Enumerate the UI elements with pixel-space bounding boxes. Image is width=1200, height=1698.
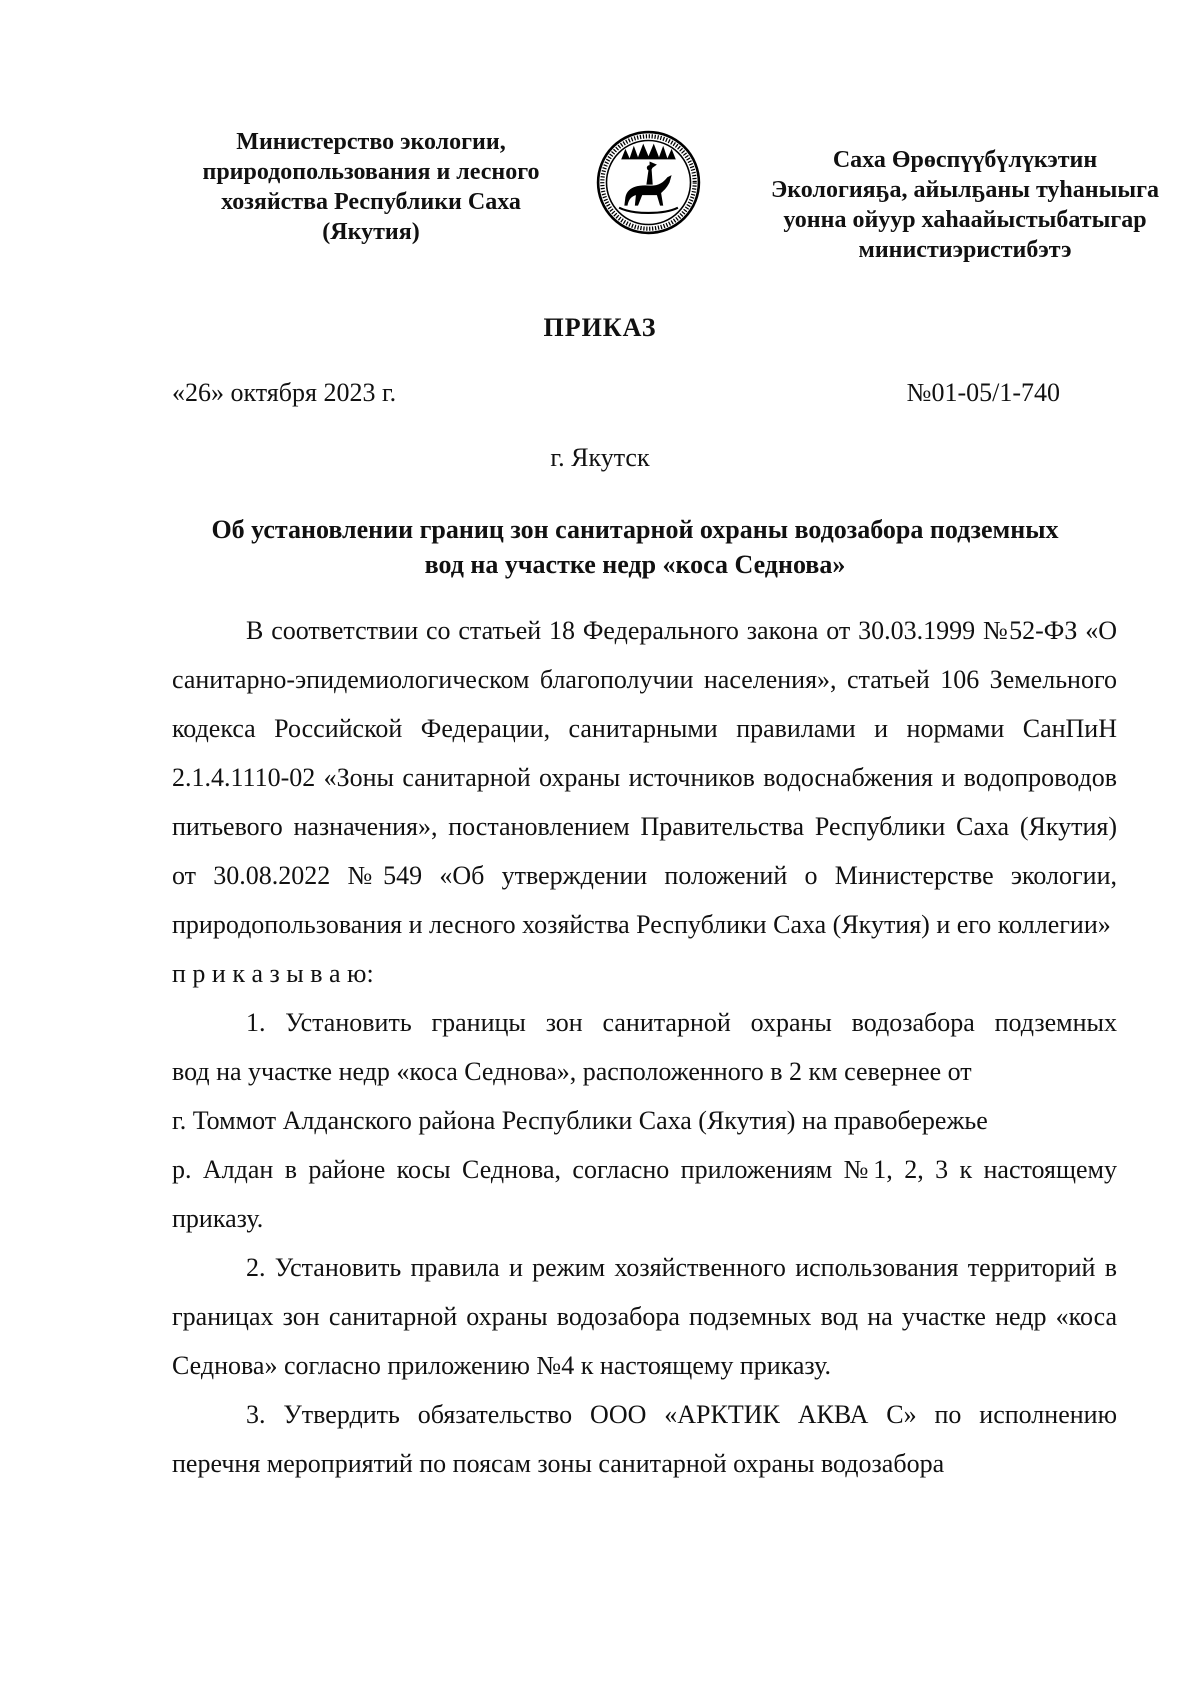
ministry-name-line: (Якутия) [322,219,420,245]
subject-line: вод на участке недр «коса Седнова» [424,550,846,579]
order-word: п р и к а з ы в а ю: [172,959,374,988]
subject-line: Об установлении границ зон санитарной охраны водозабора подземных [211,515,1059,544]
order-subject [160,512,1110,582]
order-number: №01-05/1-740 [906,378,1060,407]
ministry-name-yakut [740,145,1190,265]
document-title: ПРИКАЗ [543,313,657,342]
item-line: р. Алдан в районе косы Седнова, согласно приложениям №1, 2, 3 к настоящему [172,1155,1117,1184]
ministry-name-line: Экологияҕа, айылҕаны туһаныыга [771,177,1159,203]
item-line: вод на участке недр «коса Седнова», расположенного в 2 км севернее от [172,1057,972,1086]
ministry-name-line: природопользования и лесного [202,159,540,185]
item-line: г. Томмот Алданского района Республики Саха (Якутия) на правобережье [172,1106,988,1135]
item-line: приказу. [172,1204,264,1233]
ministry-name-line: уонна ойуур хаһаайыстыбатыгар [783,207,1147,233]
order-item-3: 3. Утвердить обязательство ООО «АРКТИК АКВА С» по исполнению перечня мероприятий по поясам зоны санитарной охраны водозабора [172,1400,1117,1478]
coat-of-arms-icon [596,130,701,235]
ministry-name-russian [176,127,566,247]
preamble-paragraph: В соответствии со статьей 18 Федерального закона от 30.03.1999 №52-ФЗ «О санитарно-эпидемиологическом благополучии населения», статьей 106 Земельного кодекса Российской Федерации, санитарными правилами и нормами СанПиН 2.1.4.1110-02 «Зоны санитарной охраны источников водоснабжения и водопроводов питьевого назначения», постановлением Правительства Республики Саха (Якутия) от 30.08.2022 №549 «Об утверждении положений о Министерстве экологии, природопользования и лесного хозяйства Республики Саха (Якутия) и его коллегии» [172,616,1117,939]
order-city: г. Якутск [550,443,650,472]
ministry-name-line: министиэристибэтэ [858,237,1072,263]
order-item-1 [172,998,1117,1243]
document-body [172,606,1117,1488]
ministry-name-line: Министерство экологии, [236,129,506,155]
order-date: «26» октября 2023 г. [172,378,397,407]
ministry-name-line: хозяйства Республики Саха [221,189,521,215]
order-item-2: 2. Установить правила и режим хозяйственного использования территорий в границах зон санитарной охраны водозабора подземных вод на участке недр «коса Седнова» согласно приложению №4 к настоящему приказу. [172,1253,1117,1380]
ministry-name-line: Саха Өрөспүүбүлүкэтин [832,147,1098,173]
document-header [0,0,1200,300]
item-line: 1. Установить границы зон санитарной охраны водозабора подземных [246,1008,1117,1037]
